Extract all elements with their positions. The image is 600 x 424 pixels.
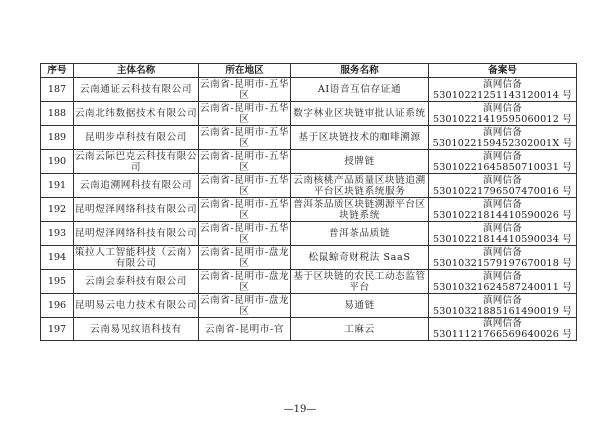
registry-table: [40, 63, 577, 341]
row-record-text: 滇网信备 53010321579197670018 号: [432, 246, 573, 269]
row-index: [41, 174, 74, 198]
header-index: 序号: [41, 64, 74, 78]
row-entity: [74, 198, 199, 222]
row-service-text: 基于区块链技术的咖啡溯源: [298, 132, 421, 143]
row-region-text: 云南省-昆明市-官: [204, 323, 285, 335]
row-index-text: 190: [47, 156, 67, 167]
header-entity: 主体名称: [74, 64, 199, 78]
row-service: [291, 222, 429, 246]
row-entity-text: 策拉人工智能科技（云南）有限公司: [74, 246, 198, 269]
row-region-text: 云南省-昆明市-五华区: [199, 126, 290, 149]
row-region: [199, 102, 291, 126]
row-region-text: 云南省-昆明市-盘龙区: [199, 246, 290, 269]
row-service: [291, 294, 429, 318]
row-service-text: 授牌链: [344, 156, 375, 167]
row-entity: [74, 78, 199, 102]
row-service-text: 普洱茶品质链: [328, 228, 391, 239]
row-service: [291, 102, 429, 126]
row-index: [41, 150, 74, 174]
row-region-text: 云南省-昆明市-五华区: [199, 102, 290, 125]
row-region-text: 云南省-昆明市-五华区: [199, 78, 290, 101]
row-entity: [74, 246, 199, 270]
table-row: [41, 294, 577, 318]
row-index: [41, 270, 74, 294]
row-record-text: 滇网信备 53010221814410590034 号: [432, 222, 573, 245]
row-entity-text: 云南北纬数据技术有限公司: [74, 108, 198, 119]
row-service: [291, 318, 429, 341]
row-index: [41, 246, 74, 270]
row-record-text: 滇网信备 53010221796507470016 号: [432, 174, 573, 197]
row-region: [199, 126, 291, 150]
row-region: [199, 222, 291, 246]
row-index: [41, 294, 74, 318]
row-index: [41, 102, 74, 126]
row-service-text: AI语音互信存证通: [317, 84, 402, 95]
row-region: [199, 78, 291, 102]
row-record: [429, 102, 577, 126]
page-number: —19—: [283, 404, 317, 415]
row-index: [41, 198, 74, 222]
header-row: [41, 64, 577, 78]
row-record: [429, 198, 577, 222]
row-region-text: 云南省-昆明市-盘龙区: [199, 270, 290, 293]
row-service-text: 基于区块链的农民工动态监管平台: [293, 270, 426, 293]
row-entity: [74, 150, 199, 174]
table-row: [41, 270, 577, 294]
row-region-text: 云南省-昆明市-盘龙区: [199, 294, 290, 317]
table-row: [41, 150, 577, 174]
row-entity-text: 云南易见纹语科技有: [90, 323, 182, 335]
row-record: [429, 294, 577, 318]
row-entity: [74, 318, 199, 341]
row-service-text: 云南核桃产品质量区块链追溯平台区块链系统服务: [293, 174, 426, 197]
row-index-text: 195: [47, 276, 67, 287]
row-record: [429, 318, 577, 341]
row-record: [429, 246, 577, 270]
row-record: [429, 78, 577, 102]
row-record: [429, 222, 577, 246]
row-entity-text: 云南云际巴克云科技有限公司: [74, 150, 198, 173]
row-record-text: 滇网信备 53010321885161490019 号: [432, 294, 573, 317]
table-row: [41, 198, 577, 222]
table-row: [41, 246, 577, 270]
header-record: 备案号: [429, 64, 577, 78]
row-entity-text: 昆明煜泽网络科技有限公司: [74, 228, 198, 239]
row-index: [41, 222, 74, 246]
row-service: [291, 126, 429, 150]
row-record: [429, 126, 577, 150]
row-record-text: 滇网信备 5301022159452302001X 号: [432, 126, 573, 149]
table-row: [41, 78, 577, 102]
row-service: [291, 174, 429, 198]
row-service: [291, 246, 429, 270]
table-row: [41, 102, 577, 126]
row-region: [199, 294, 291, 318]
row-service-text: 易通链: [344, 300, 375, 311]
row-record-text: 滇网信备 53010221814410590026 号: [432, 198, 573, 221]
row-index-text: 187: [47, 84, 67, 95]
row-index: [41, 318, 74, 341]
row-record: [429, 270, 577, 294]
row-record: [429, 150, 577, 174]
row-service: [291, 198, 429, 222]
row-index-text: 189: [47, 132, 67, 143]
row-region-text: 云南省-昆明市-五华区: [199, 222, 290, 245]
table-row: [41, 222, 577, 246]
row-index-text: 188: [47, 108, 67, 119]
row-region: [199, 270, 291, 294]
row-region: [199, 198, 291, 222]
row-entity: [74, 102, 199, 126]
row-record: [429, 174, 577, 198]
row-record-text: 滇网信备 53011121766569640026 号: [432, 318, 573, 340]
row-index-text: 192: [47, 204, 67, 215]
row-entity: [74, 126, 199, 150]
row-record-text: 滇网信备 53010221251143120014 号: [432, 78, 573, 101]
row-entity: [74, 174, 199, 198]
row-region: [199, 246, 291, 270]
header-region: 所在地区: [199, 64, 291, 78]
row-service: [291, 270, 429, 294]
row-entity: [74, 294, 199, 318]
row-record-text: 滇网信备 53010221419595060012 号: [432, 102, 573, 125]
row-service-text: 普洱茶品质区块链溯源平台区块链系统: [293, 198, 426, 221]
row-service-text: 数字林业区块链审批认证系统: [293, 108, 426, 119]
header-service: 服务名称: [291, 64, 429, 78]
row-index-text: 197: [47, 323, 67, 335]
row-region: [199, 318, 291, 341]
row-entity: [74, 222, 199, 246]
row-index-text: 191: [47, 180, 67, 191]
row-region-text: 云南省-昆明市-五华区: [199, 198, 290, 221]
row-index-text: 194: [47, 252, 67, 263]
row-record-text: 滇网信备 53010321624587240011 号: [432, 270, 573, 293]
table-row: [41, 126, 577, 150]
row-service-text: 工麻云: [344, 323, 375, 335]
row-entity-text: 昆明步卓科技有限公司: [85, 132, 187, 143]
table-row: [41, 318, 577, 341]
row-index-text: 196: [47, 300, 67, 311]
row-index: [41, 126, 74, 150]
row-service: [291, 78, 429, 102]
row-entity-text: 云南追溯网科技有限公司: [79, 180, 193, 191]
row-entity-text: 昆明煜泽网络科技有限公司: [74, 204, 198, 215]
row-region: [199, 174, 291, 198]
row-entity-text: 云南通证云科技有限公司: [79, 84, 193, 95]
row-region-text: 云南省-昆明市-五华区: [199, 174, 290, 197]
row-entity-text: 昆明易云电力技术有限公司: [74, 300, 198, 311]
row-index-text: 193: [47, 228, 67, 239]
row-entity: [74, 270, 199, 294]
row-region: [199, 150, 291, 174]
row-service-text: 松鼠鲸奇财税法 SaaS: [308, 252, 411, 263]
table-row: [41, 174, 577, 198]
row-service: [291, 150, 429, 174]
row-entity-text: 云南会泰科技有限公司: [85, 276, 187, 287]
row-record-text: 滇网信备 53010221645850710031 号: [432, 150, 573, 173]
row-region-text: 云南省-昆明市-五华区: [199, 150, 290, 173]
row-index: [41, 78, 74, 102]
